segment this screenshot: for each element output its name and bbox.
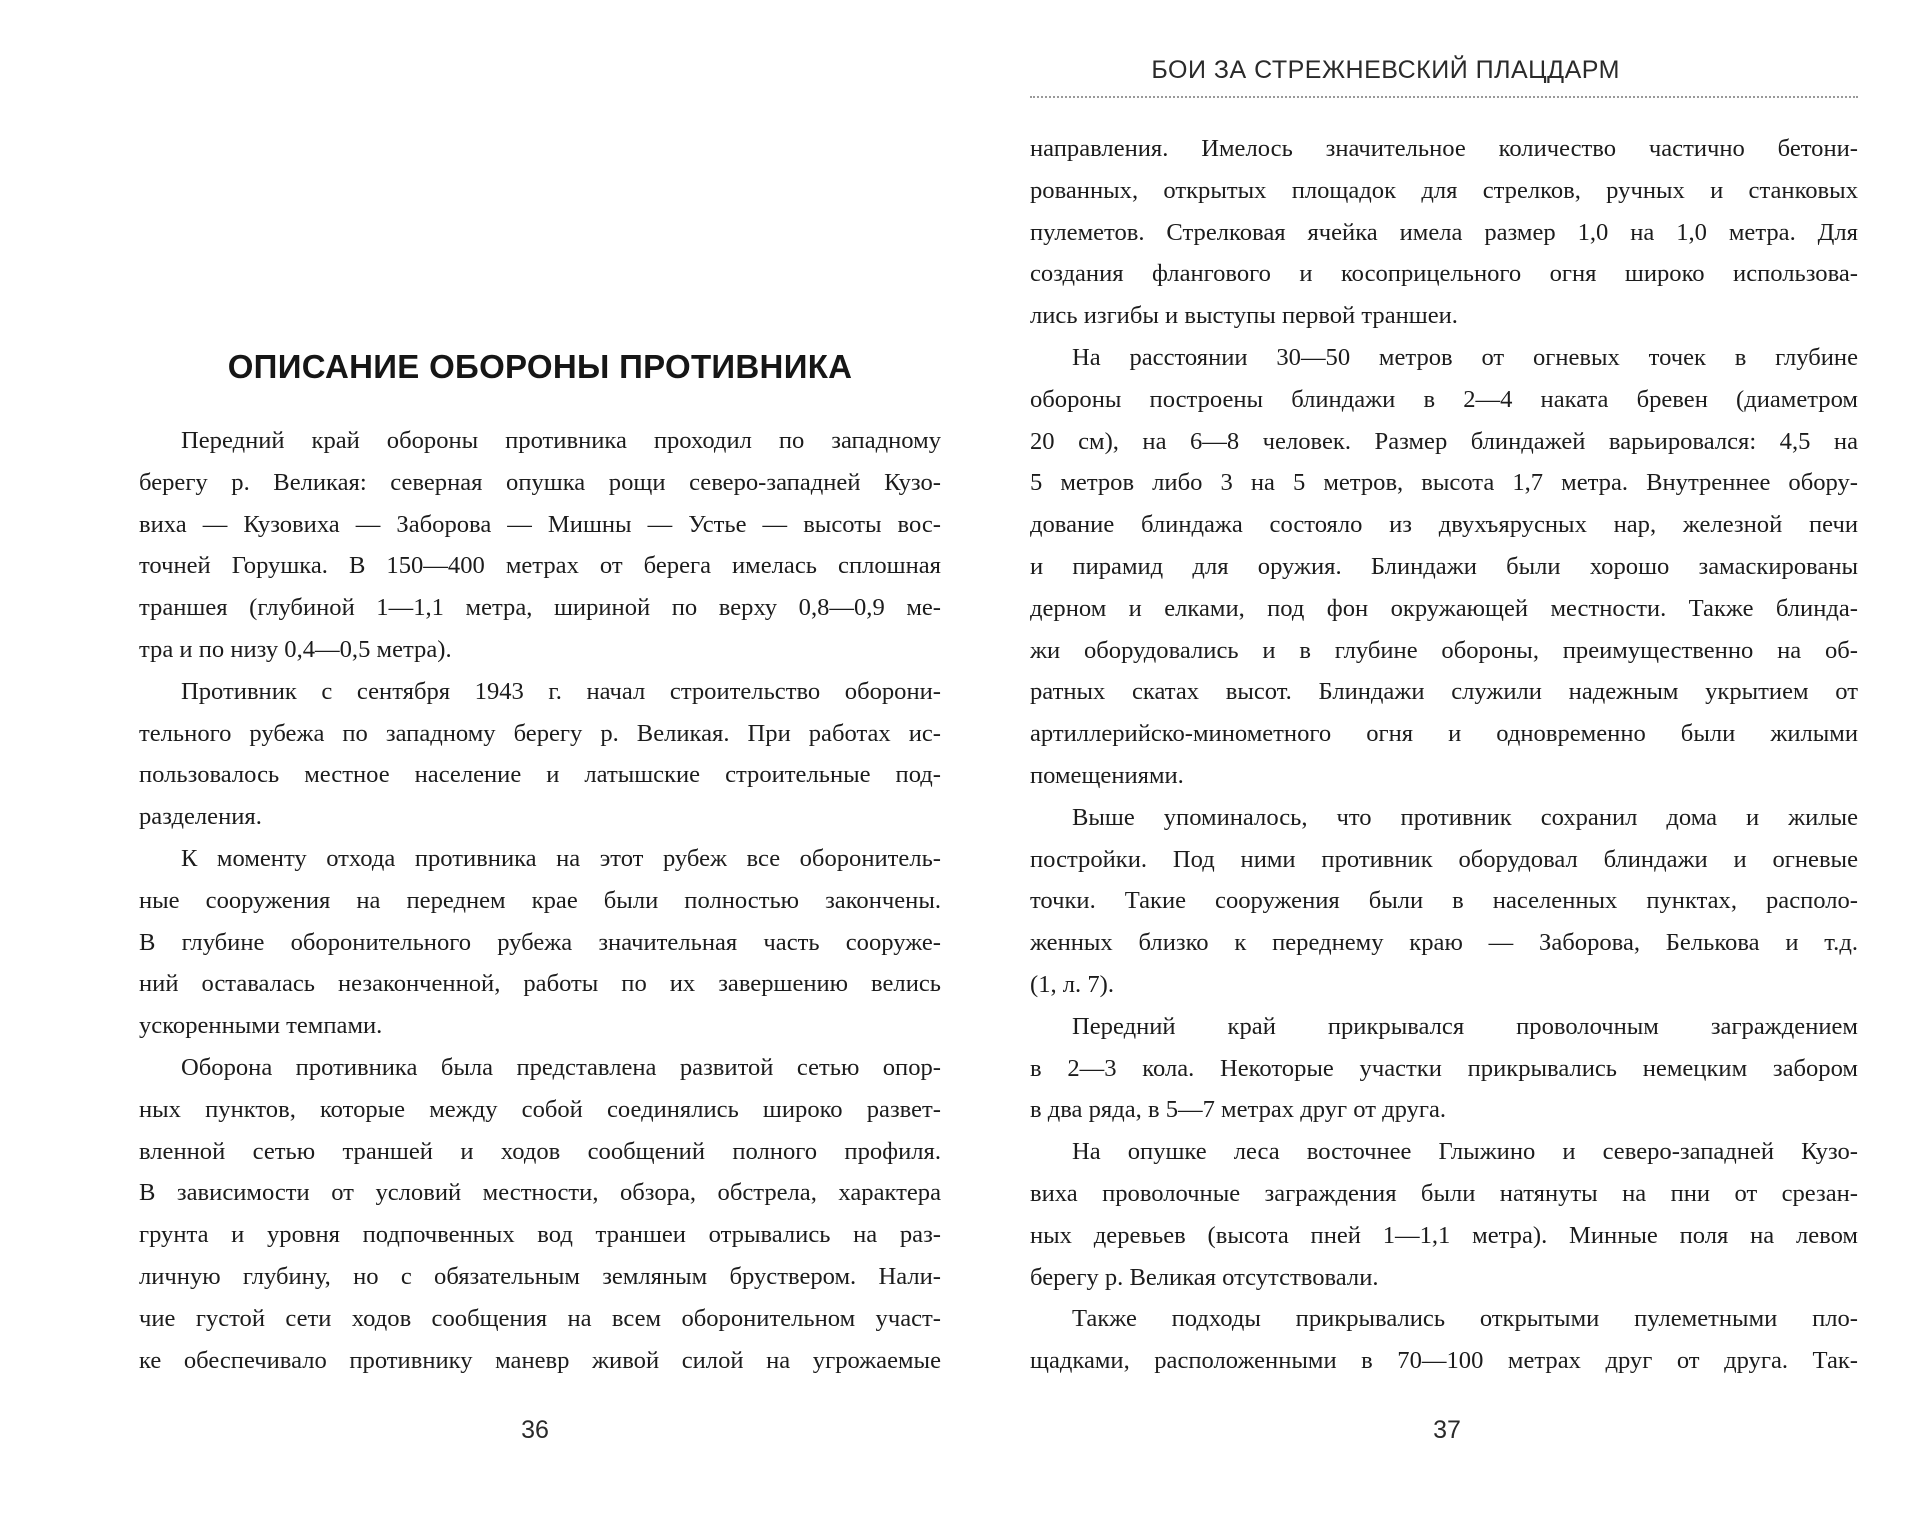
text-line: Оборона противника была представлена развитой сетью опор- (181, 1053, 941, 1081)
text-line: ке обеспечивало противнику маневр живой силой на угрожаемые (139, 1346, 941, 1374)
text-line: обороны построены блиндажи в 2—4 наката бревен (диаметром (1030, 385, 1858, 413)
running-head-rule (1030, 96, 1858, 98)
text-line: берегу р. Великая отсутствовали. (1030, 1263, 1379, 1291)
text-line: Также подходы прикрывались открытыми пулеметными пло- (1072, 1305, 1858, 1333)
text-line: тра и по низу 0,4—0,5 метра). (139, 635, 452, 663)
text-line: щадками, расположенными в 70—100 метрах друг от друга. Так- (1030, 1347, 1858, 1375)
text-line: артиллерийско-минометного огня и одновременно были жилыми (1030, 720, 1858, 748)
text-line: в два ряда, в 5—7 метрах друг от друга. (1030, 1096, 1447, 1124)
text-line: дерном и елками, под фон окружающей местности. Также блинда- (1030, 594, 1858, 622)
text-line: точки. Такие сооружения были в населенных пунктах, располо- (1030, 887, 1858, 915)
text-line: лись изгибы и выступы первой траншеи. (1030, 302, 1458, 330)
text-line: К моменту отхода противника на этот рубеж все оборонитель- (181, 844, 941, 872)
text-line: помещениями. (1030, 761, 1184, 789)
text-line: Выше упоминалось, что противник сохранил дома и жилые (1072, 803, 1858, 831)
text-line: разделения. (139, 803, 262, 831)
text-line: 20 см), на 6—8 человек. Размер блиндажей варьировался: 4,5 на (1030, 427, 1858, 455)
text-line: ных деревьев (высота пней 1—1,1 метра). Минные поля на левом (1030, 1221, 1858, 1249)
right-page-body (1030, 128, 1858, 1382)
text-line: рованных, открытых площадок для стрелков, ручных и станковых (1030, 176, 1858, 204)
text-line: и пирамид для оружия. Блиндажи были хорошо замаскированы (1030, 552, 1858, 580)
text-line: берегу р. Великая: северная опушка рощи северо-западней Кузо- (139, 468, 941, 496)
text-line: чие густой сети ходов сообщения на всем оборонительном участ- (139, 1304, 941, 1332)
left-page-body (139, 420, 941, 1381)
text-line: траншея (глубиной 1—1,1 метра, шириной по верху 0,8—0,9 ме- (139, 594, 941, 622)
text-line: тельного рубежа по западному берегу р. Великая. При работах ис- (139, 719, 941, 747)
text-line: пользовалось местное население и латышские строительные под- (139, 761, 941, 789)
text-line: На расстоянии 30—50 метров от огневых точек в глубине (1072, 343, 1858, 371)
text-line: в 2—3 кола. Некоторые участки прикрывались немецким забором (1030, 1054, 1858, 1082)
text-line: (1, л. 7). (1030, 970, 1114, 998)
text-line: вленной сетью траншей и ходов сообщений полного профиля. (139, 1137, 941, 1165)
text-line: пулеметов. Стрелковая ячейка имела размер 1,0 на 1,0 метра. Для (1030, 218, 1858, 246)
text-line: направления. Имелось значительное количество частично бетони- (1030, 135, 1858, 162)
text-line: виха проволочные заграждения были натянуты на пни от срезан- (1030, 1179, 1858, 1207)
text-line: постройки. Под ними противник оборудовал блиндажи и огневые (1030, 845, 1858, 873)
text-line: 5 метров либо 3 на 5 метров, высота 1,7 метра. Внутреннее обору- (1030, 469, 1858, 497)
text-line: В зависимости от условий местности, обзора, обстрела, характера (139, 1179, 941, 1207)
text-line: ний оставалась незаконченной, работы по их завершению велись (139, 970, 941, 998)
page-number-right: 37 (1433, 1416, 1461, 1444)
chapter-title: ОПИСАНИЕ ОБОРОНЫ ПРОТИВНИКА (227, 348, 853, 385)
page-number-left: 36 (521, 1416, 549, 1444)
text-line: жи оборудовались и в глубине обороны, преимущественно на об- (1030, 636, 1858, 664)
text-line: ускоренными темпами. (139, 1012, 383, 1040)
running-head: БОИ ЗА СТРЕЖНЕВСКИЙ ПЛАЦДАРМ (1151, 56, 1620, 84)
text-line: дование блиндажа состояло из двухъярусных нар, железной печи (1030, 511, 1858, 539)
text-line: виха — Кузовиха — Заборова — Мишны — Устье — высоты вос- (139, 510, 941, 538)
text-line: Передний край прикрывался проволочным заграждением (1072, 1012, 1858, 1040)
text-line: женных близко к переднему краю — Заборова, Белькова и т.д. (1030, 929, 1858, 957)
text-line: В глубине оборонительного рубежа значительная часть сооруже- (139, 928, 941, 956)
text-line: ратных скатах высот. Блиндажи служили надежным укрытием от (1030, 678, 1858, 706)
text-line: личную глубину, но с обязательным земляным бруствером. Нали- (139, 1262, 941, 1290)
text-line: На опушке леса восточнее Глыжино и северо-западней Кузо- (1072, 1138, 1858, 1166)
text-line: Передний край обороны противника проходил по западному (181, 427, 941, 454)
text-line: ных пунктов, которые между собой соединялись широко развет- (139, 1095, 941, 1123)
text-line: точней Горушка. В 150—400 метрах от берега имелась сплошная (139, 552, 941, 580)
text-line: грунта и уровня подпочвенных вод траншеи отрывались на раз- (139, 1221, 941, 1249)
text-line: создания флангового и косоприцельного огня широко использова- (1030, 260, 1858, 288)
text-line: Противник с сентября 1943 г. начал строительство оборони- (181, 677, 941, 705)
text-line: ные сооружения на переднем крае были полностью закончены. (139, 886, 941, 914)
